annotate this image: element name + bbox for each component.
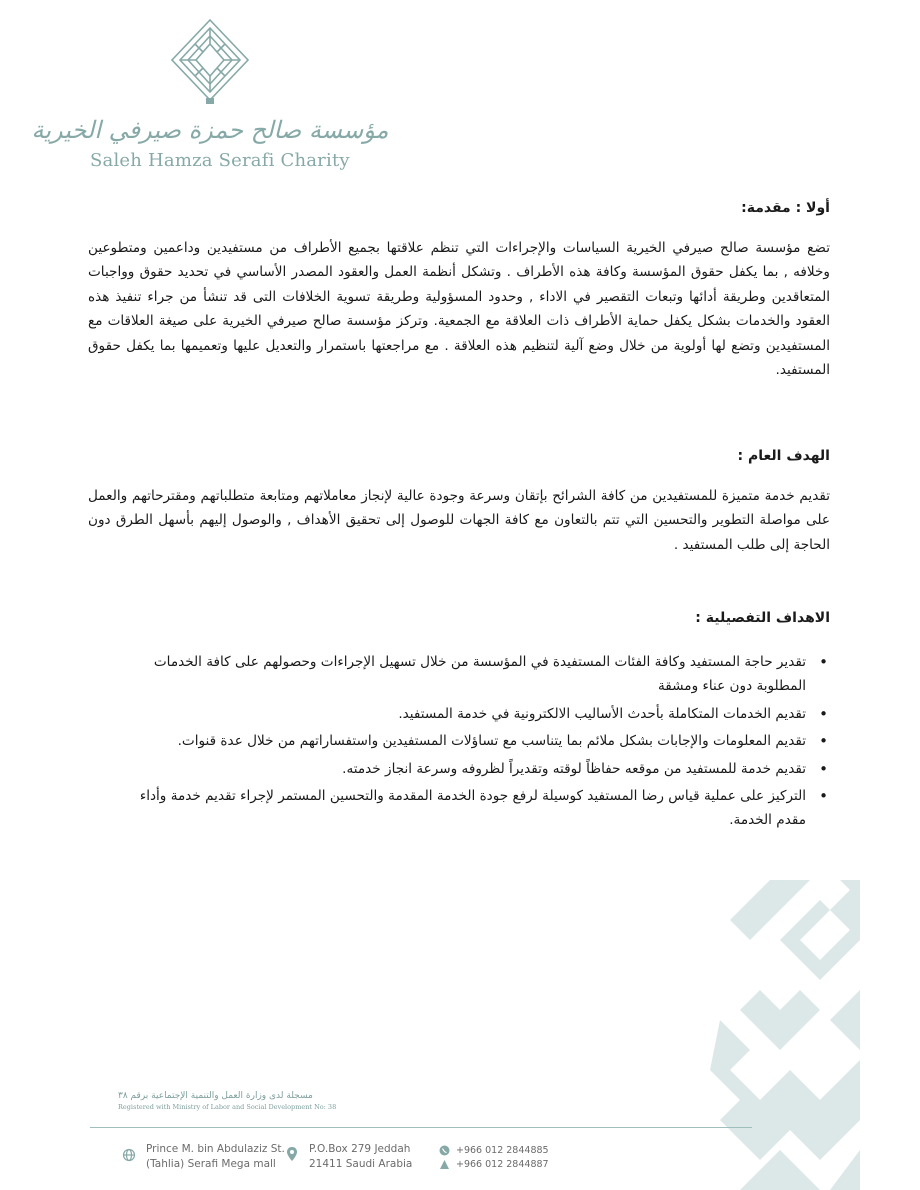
pobox-line-1: P.O.Box 279 Jeddah [309, 1143, 411, 1155]
svg-text:مؤسسة صالح حمزة صيرفي الخيرية: مؤسسة صالح حمزة صيرفي الخيرية [31, 116, 389, 144]
list-item: • تقدير حاجة المستفيد وكافة الفئات المستفيدة في المؤسسة من خلال تسهيل الإجراءات وحصولهم على كافة الخدمات المطلوبة دون عناء ومشقة [112, 650, 830, 699]
detailed-goals-list [112, 650, 830, 836]
address-line-1: Prince M. bin Abdulaziz St. [146, 1143, 285, 1155]
footer-contact [456, 1144, 549, 1172]
list-item: • تقديم خدمة للمستفيد من موقعه حفاظاً لوقته وتقديراً لظروفه وسرعة انجاز خدمته. [112, 757, 830, 781]
pobox-line-2: 21411 Saudi Arabia [309, 1158, 413, 1170]
registration-arabic: مسجلة لدى وزارة العمل والتنمية الإجتماعية برقم ٣٨ [118, 1091, 313, 1101]
list-item: • تقديم الخدمات المتكاملة بأحدث الأساليب الالكترونية في خدمة المستفيد. [112, 702, 830, 726]
general-goal-paragraph: تقديم خدمة متميزة للمستفيدين من كافة الشرائح بإتقان وسرعة وجودة عالية لإنجاز معاملاتهم ومتابعة متطلباتهم ومقترحاتهم والعمل على مواصلة التطوير والتحسين التي تتم بالتعاون مع كافة الجهات للوصول إلى تحقيق الأهداف , والوصول إليهم بأسهل الطرق دون الحاجة إلى طلب المستفيد . [88, 488, 830, 553]
globe-icon [122, 1148, 136, 1162]
list-item: • التركيز على عملية قياس رضا المستفيد كوسيلة لرفع جودة الخدمة المقدمة والتحسين المستمر لإجراء تقديم خدمة وأداء مقدم الخدمة. [112, 784, 830, 833]
fax-icon [439, 1159, 450, 1170]
decorative-pattern [710, 880, 860, 1190]
logo-english-name: Saleh Hamza Serafi Charity [90, 150, 350, 171]
address-line-2: (Tahlia) Serafi Mega mall [146, 1158, 276, 1170]
logo-arabic-calligraphy [31, 112, 389, 148]
intro-heading: أولا : مقدمة: [741, 200, 830, 216]
registration-block [118, 1090, 418, 1112]
location-pin-icon [286, 1146, 298, 1162]
phone-icon [439, 1145, 450, 1156]
registration-english: Registered with Ministry of Labor and Social Development No: 38 [118, 1103, 337, 1111]
footer-address [146, 1142, 285, 1172]
list-item: • تقديم المعلومات والإجابات بشكل ملائم بما يتناسب مع تساؤلات المستفيدين واستفساراتهم من خلال عدة قنوات. [112, 729, 830, 753]
logo-emblem [170, 18, 250, 106]
intro-paragraph: تضع مؤسسة صالح صيرفي الخيرية السياسات والإجراءات التي تنظم علاقتها بجميع الأطراف من مستفيدين وداعمين ومتطوعين وخلافه , بما يكفل حقوق المؤسسة وكافة هذه الأطراف . وتشكل أنظمة العمل والعقود المصدر الأساسي في تحديد حقوق وواجبات المتعاقدين وطريقة أدائها وتبعات التقصير في الاداء , وحدود المسؤولية وطريقة تسوية الخلافات التى قد تنشأ من جراء تنفيذ هذه العقود والخدمات بشكل يكفل حماية الأطراف ذات العلاقة مع الجمعية. وتركز مؤسسة صالح صيرفي الخيرية على صيغة العلاقات مع المستفيدين وتضع لها أولوية من خلال وضع آلية لتنظيم هذه العلاقة . مع مراجعتها باستمرار والتعديل عليها وتعميمها بما يكفل حقوق المستفيد. [88, 240, 830, 379]
footer-pobox [309, 1142, 412, 1172]
fax-number: +966 012 2844887 [456, 1159, 549, 1170]
detailed-goals-heading: الاهداف التفصيلية : [695, 610, 830, 626]
footer-divider [90, 1127, 752, 1128]
phone-number: +966 012 2844885 [456, 1145, 549, 1156]
general-goal-heading: الهدف العام : [737, 448, 830, 464]
